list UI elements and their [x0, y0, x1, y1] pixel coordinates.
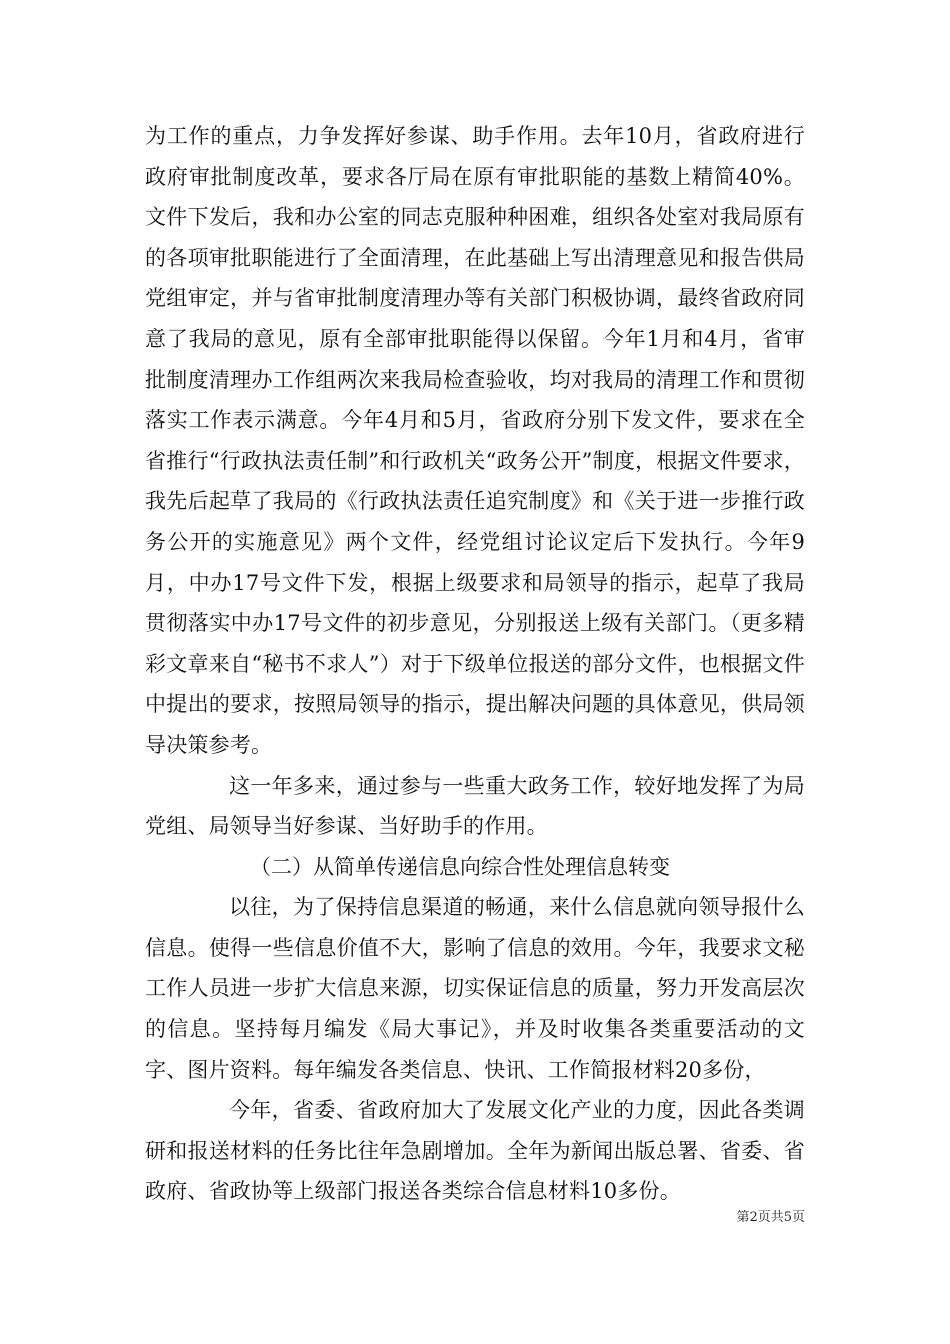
paragraph-continuation: 为工作的重点，力争发挥好参谋、助手作用。去年10月，省政府进行政府审批制度改革，要求各厅局在原有审批职能的基数上精简40%。文件下发后，我和办公室的同志克服种种困难，组织各处室对我局原有的各项审批职能进行了全面清理，在此基础上写出清理意见和报告供局党组审定，并与省审批制度清理办等有关部门积极协调，最终省政府同意了我局的意见，原有全部审批职能得以保留。今年1月和4月，省审批制度清理办工作组两次来我局检查验收，均对我局的清理工作和贯彻落实工作表示满意。今年4月和5月，省政府分别下发文件，要求在全省推行“行政执法责任制”和行政机关“政务公开”制度，根据文件要求，我先后起草了我局的《行政执法责任追究制度》和《关于进一步推行政务公开的实施意见》两个文件，经党组讨论议定后下发执行。今年9月，中办17号文件下发，根据上级要求和局领导的指示，起草了我局贯彻落实中办17号文件的初步意见，分别报送上级有关部门。（更多精彩文章来自“秘书不求人”）对于下级单位报送的部分文件，也根据文件中提出的要求，按照局领导的指示，提出解决问题的具体意见，供局领导决策参考。 [145, 124, 805, 757]
page-number-footer: 第2页共5页 [736, 1210, 805, 1225]
section-heading: （二）从简单传递信息向综合性处理信息转变 [250, 854, 670, 879]
paragraph-summary: 这一年多来，通过参与一些重大政务工作，较好地发挥了为局党组、局领导当好参谋、当好助手的作用。 [145, 773, 805, 839]
paragraph-research: 今年，省委、省政府加大了发展文化产业的力度，因此各类调研和报送材料的任务比往年急剧增加。全年为新闻出版总署、省委、省政府、省政协等上级部门报送各类综合信息材料10多份。 [145, 1098, 805, 1204]
document-body [145, 116, 805, 1212]
paragraph-information: 以往，为了保持信息渠道的畅通，来什么信息就向领导报什么信息。使得一些信息价值不大，影响了信息的效用。今年，我要求文秘工作人员进一步扩大信息来源，切实保证信息的质量，努力开发高层次的信息。坚持每月编发《局大事记》，并及时收集各类重要活动的文字、图片资料。每年编发各类信息、快讯、工作简报材料20多份， [145, 895, 805, 1082]
